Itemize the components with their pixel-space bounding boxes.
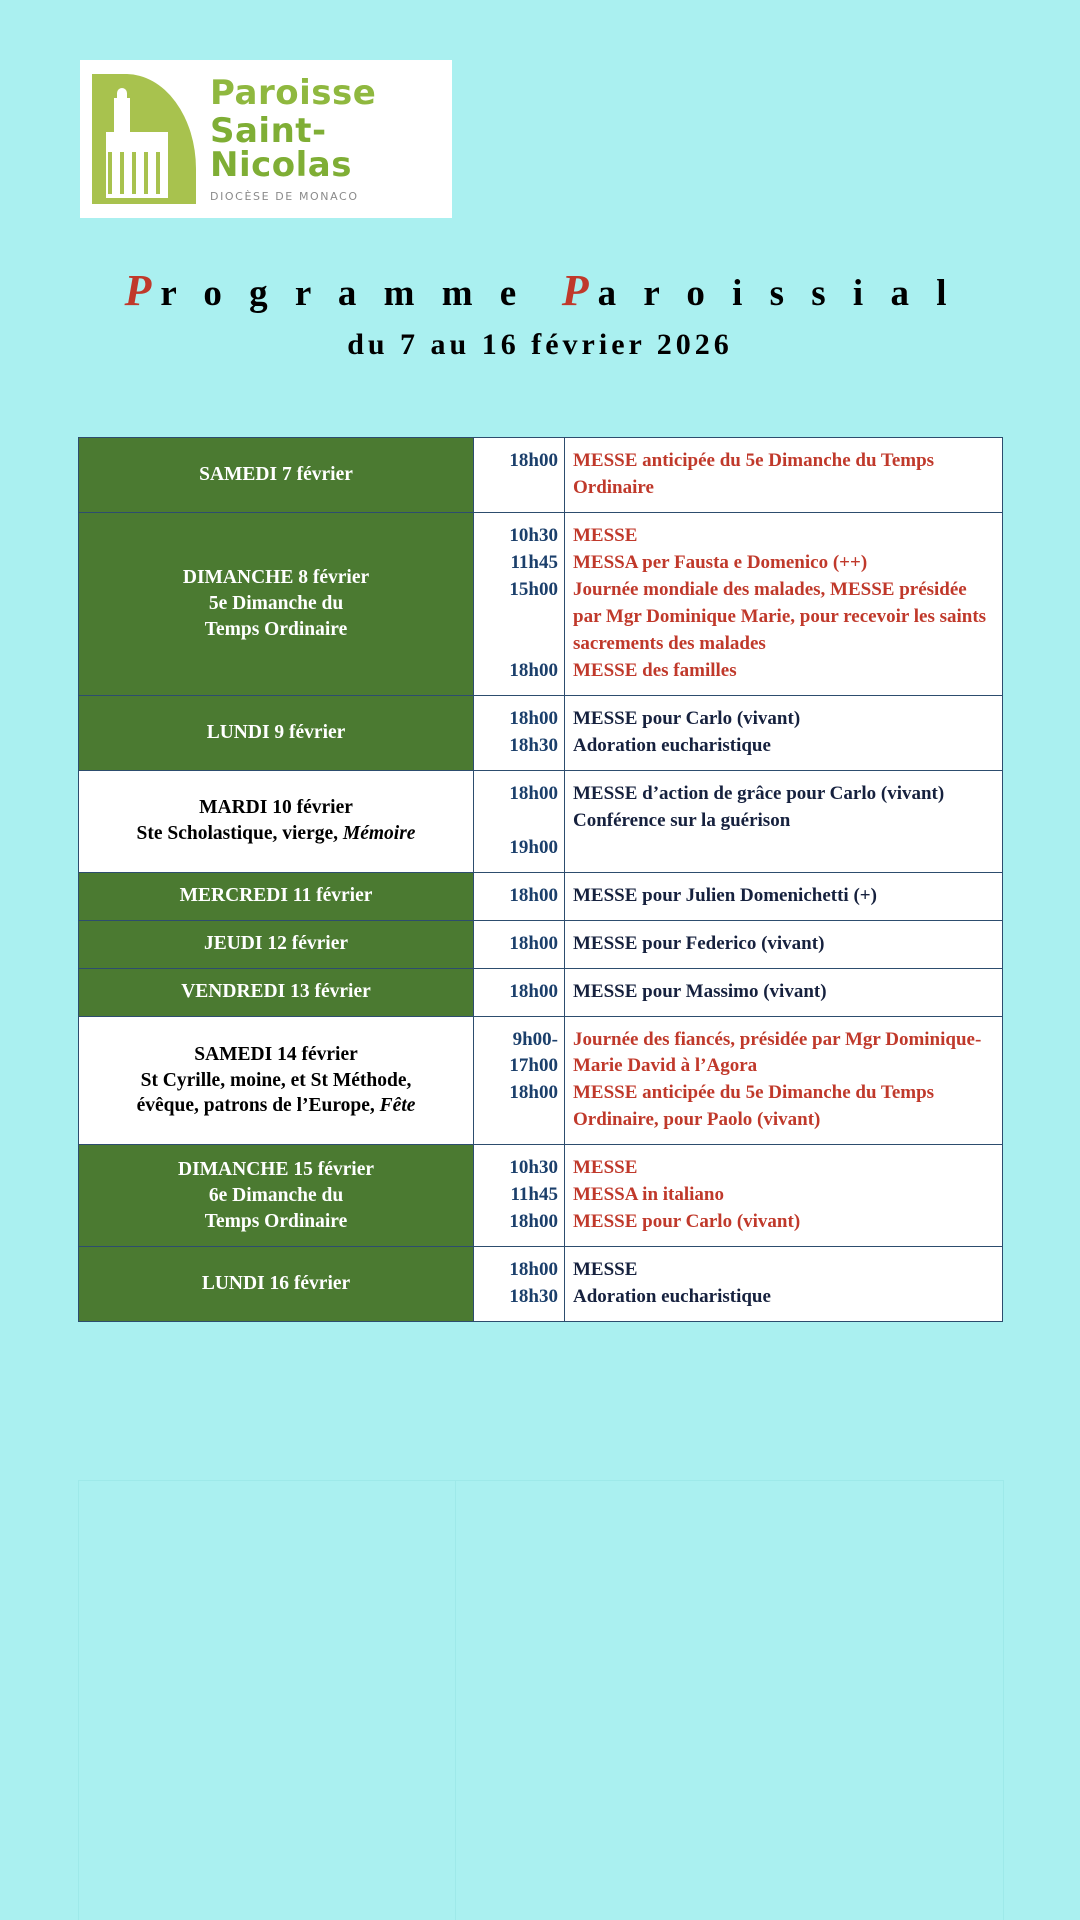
schedule-day-line: LUNDI 9 février [206,721,346,743]
schedule-event: MESSE d’action de grâce pour Carlo (vivant) [573,782,945,804]
title-initial-2: P [561,266,598,315]
schedule-time: 19h00 [509,836,558,858]
schedule-time: 18h00 [509,1211,558,1233]
schedule-day-line: DIMANCHE 15 février [177,1159,375,1181]
schedule-day-line: 6e Dimanche du [208,1184,344,1206]
table-row [79,872,1003,920]
table-row [79,695,1003,770]
table-row [79,512,1003,695]
schedule-time-cell [474,968,565,1016]
schedule-day-cell [79,770,474,872]
schedule-time [482,808,558,835]
schedule-event: MESSE des familles [573,659,737,681]
schedule-day-line: 5e Dimanche du [208,592,344,614]
page-guide-line [1003,1480,1004,1920]
schedule-day-line: JEUDI 12 février [203,933,349,955]
schedule-time-cell [474,1016,565,1145]
schedule-event: MESSE anticipée du 5e Dimanche du Temps Ordinaire, pour Paolo (vivant) [573,1082,935,1131]
page-guide-line [78,1480,79,1920]
schedule-time: 18h00 [509,707,558,729]
schedule-time [482,604,558,631]
schedule-event: MESSE pour Carlo (vivant) [573,707,801,729]
schedule-event: MESSE [573,524,638,546]
schedule-event-cell [565,1145,1003,1247]
parish-logo [80,60,452,218]
schedule-event: MESSE [573,1259,638,1281]
schedule-event-cell [565,1016,1003,1145]
schedule-event: MESSE [573,1157,638,1179]
schedule-day-cell [79,1016,474,1145]
schedule-event: MESSA in italiano [573,1184,724,1206]
schedule-event: Adoration eucharistique [573,734,771,756]
schedule-day-line: Temps Ordinaire [204,618,348,640]
schedule-day-cell [79,695,474,770]
liturgical-rank: Mémoire [342,823,416,845]
table-row [79,1247,1003,1322]
table-row [79,920,1003,968]
schedule-event-cell [565,968,1003,1016]
table-row [79,770,1003,872]
schedule-event: MESSE pour Massimo (vivant) [573,980,827,1002]
table-row [79,968,1003,1016]
logo-line-2: Saint-Nicolas [210,111,352,185]
schedule-day-line: SAMEDI 14 février [194,1043,358,1065]
logo-line-1: Paroisse [210,73,377,113]
page-guide-line [78,1480,1003,1481]
schedule-event: Journée mondiale des malades, MESSE présidée par Mgr Dominique Marie, pour recevoir les saints sacrements des malades [573,578,987,654]
schedule-day-line: St Cyrille, moine, et St Méthode, [140,1069,412,1091]
schedule-event: MESSE pour Julien Domenichetti (+) [573,884,877,906]
schedule-event-cell [565,920,1003,968]
logo-text-block [210,73,452,203]
schedule-time-cell [474,770,565,872]
page-title-block [0,265,1080,362]
table-row [79,1145,1003,1247]
schedule-time-cell [474,920,565,968]
title-word-1: r o g r a m m e [160,273,526,314]
table-row [79,1016,1003,1145]
schedule-day-line: LUNDI 16 février [201,1273,351,1295]
schedule-event: Journée des fiancés, présidée par Mgr Dominique-Marie David à l’Agora [573,1028,982,1077]
schedule-event: MESSE pour Federico (vivant) [573,932,825,954]
schedule-day-cell [79,968,474,1016]
schedule-time: 18h30 [509,734,558,756]
schedule-day-line: MERCREDI 11 février [179,885,373,907]
schedule-table [78,437,1003,1322]
schedule-time: 9h00- [512,1028,558,1050]
schedule-time: 18h30 [509,1286,558,1308]
church-leaf-icon [92,74,196,204]
schedule-time: 18h00 [509,1259,558,1281]
schedule-time-cell [474,872,565,920]
schedule-time: 11h45 [510,1184,558,1206]
title-word-2: a r o i s s i a l [597,273,956,314]
schedule-time: 18h00 [509,980,558,1002]
schedule-time: 10h30 [509,1157,558,1179]
schedule-time-cell [474,438,565,513]
schedule-day-cell [79,438,474,513]
schedule-day-line: Temps Ordinaire [204,1210,348,1232]
page-title [0,265,1080,316]
schedule-day-line: MARDI 10 février [199,797,353,819]
schedule-time: 18h00 [509,1082,558,1104]
schedule-day-line: Ste Scholastique, vierge, Mémoire [136,823,416,845]
page-subtitle: du 7 au 16 février 2026 [347,328,733,361]
schedule-time: 18h00 [509,659,558,681]
schedule-day-line: DIMANCHE 8 février [182,567,370,589]
schedule-event: Conférence sur la guérison [573,809,791,831]
schedule-time: 10h30 [509,524,558,546]
schedule-event: MESSE pour Carlo (vivant) [573,1211,801,1233]
table-row [79,438,1003,513]
schedule-day-cell [79,1145,474,1247]
schedule-day-cell [79,1247,474,1322]
schedule-event-cell [565,695,1003,770]
liturgical-rank: Fête [379,1095,416,1117]
schedule-day-cell [79,512,474,695]
logo-subtitle: DIOCÈSE DE MONACO [210,190,359,203]
schedule-time-cell [474,1145,565,1247]
schedule-event-cell [565,512,1003,695]
schedule-time: 15h00 [509,578,558,600]
schedule-body [79,438,1003,1322]
schedule-time: 18h00 [509,884,558,906]
schedule-day-line: évêque, patrons de l’Europe, Fête [136,1095,416,1117]
schedule-event: MESSE anticipée du 5e Dimanche du Temps Ordinaire [573,450,935,498]
schedule-day-line: VENDREDI 13 février [181,981,371,1003]
schedule-event-cell [565,770,1003,872]
schedule-day-cell [79,920,474,968]
schedule-day-line: SAMEDI 7 février [199,464,353,486]
schedule-event: MESSA per Fausta e Domenico (++) [573,551,868,573]
schedule-event-cell [565,872,1003,920]
schedule-time: 17h00 [509,1055,558,1077]
schedule-time: 18h00 [509,782,558,804]
schedule-time-cell [474,1247,565,1322]
schedule-time: 18h00 [509,932,558,954]
schedule-time-cell [474,695,565,770]
schedule-time: 18h00 [509,450,558,471]
schedule-event: Adoration eucharistique [573,1286,771,1308]
schedule-event-cell [565,1247,1003,1322]
schedule-time [482,631,558,658]
page-guide-line [455,1480,456,1920]
schedule-time-cell [474,512,565,695]
schedule-time: 11h45 [510,551,558,573]
title-initial-1: P [124,266,161,315]
schedule-event-cell [565,438,1003,513]
schedule-day-cell [79,872,474,920]
